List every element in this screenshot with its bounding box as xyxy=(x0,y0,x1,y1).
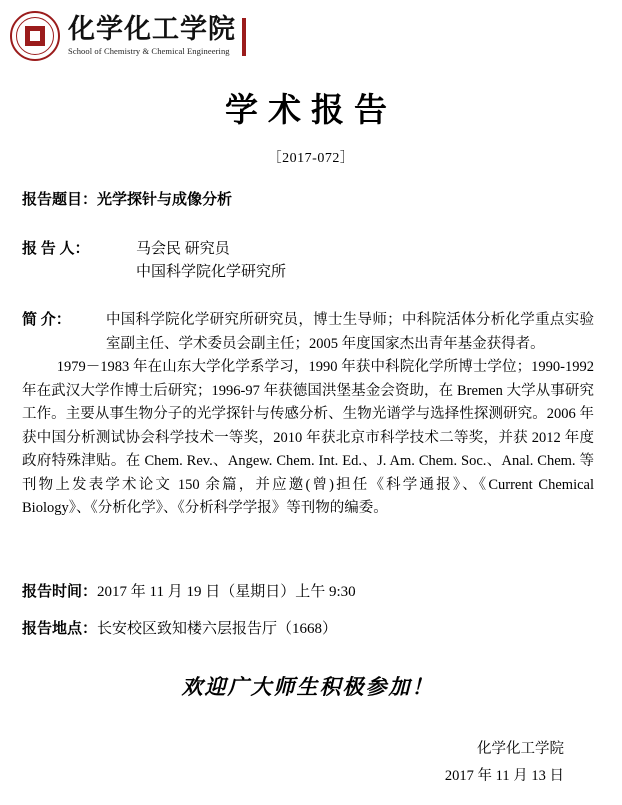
letterhead xyxy=(10,6,622,66)
place-value: 长安校区致知楼六层报告厅（1668） xyxy=(97,620,338,637)
document-page xyxy=(0,6,622,805)
speaker-details xyxy=(118,238,286,283)
signature-block xyxy=(22,736,594,791)
speaker-affiliation: 中国科学院化学研究所 xyxy=(136,263,287,280)
bio-paragraph-2: 1979－1983 年在山东大学化学系学习，1990 年获中科院化学所博士学位；1990-1992 年在武汉大学作博士后研究；1996-97 年获德国洪堡基金会资助，在 Bremen 大学从事研究工作。主要从事生物分子的光学探针与传感分析、生物光谱学与选择性探测研究。2006 年获中国分析测试协会科学技术一等奖，2010 年获北京市科学技术二等奖，并获 2012 年度政府特殊津贴。在 Chem. Rev.、Angew. Chem. Int. Ed.、J. Am. Chem. Soc.、Anal. Chem. 等刊物上发表学术论文 150 余篇，并应邀(曾)担任《科学通报》、《Current Chemical Biology》、《分析化学》、《分析科学学报》等刊物的编委。 xyxy=(22,359,594,517)
speaker-row xyxy=(22,238,594,283)
time-value: 2017 年 11 月 19 日（星期日）上午 9:30 xyxy=(97,583,356,600)
place-row xyxy=(22,618,594,641)
time-row xyxy=(22,581,594,604)
bio-section xyxy=(22,309,594,520)
signature-date: 2017 年 11 月 13 日 xyxy=(444,768,564,785)
welcome-message: 欢迎广大师生积极参加！ xyxy=(181,674,435,700)
event-meta xyxy=(22,581,594,642)
school-name-en: School of Chemistry & Chemical Engineering xyxy=(68,46,230,57)
page-title: 学术报告 xyxy=(225,90,397,129)
topic-value: 光学探针与成像分析 xyxy=(97,192,233,208)
document-body xyxy=(22,189,594,791)
bio-paragraph-1: 中国科学院化学研究所研究员，博士生导师；中科院活体分析化学重点实验室副主任、学术委员会副主任；2005 年度国家杰出青年基金获得者。 xyxy=(106,312,594,352)
logo-divider-bar xyxy=(242,18,246,56)
speaker-name: 马会民 研究员 xyxy=(136,241,230,258)
university-seal-icon xyxy=(10,11,60,61)
school-name-cn: 化学化工学院 xyxy=(68,14,236,46)
speaker-label: 报 告 人： xyxy=(22,241,90,258)
place-label: 报告地点： xyxy=(22,620,98,637)
bio-label: 简 介： xyxy=(22,312,71,329)
bio-first-row xyxy=(22,309,594,356)
time-label: 报告时间： xyxy=(22,583,98,600)
topic-row xyxy=(22,189,594,212)
school-logo xyxy=(68,16,236,56)
topic-label: 报告题目： xyxy=(22,192,98,208)
signature-organization: 化学化工学院 xyxy=(477,740,564,757)
document-number: ［2017-072］ xyxy=(267,151,355,166)
